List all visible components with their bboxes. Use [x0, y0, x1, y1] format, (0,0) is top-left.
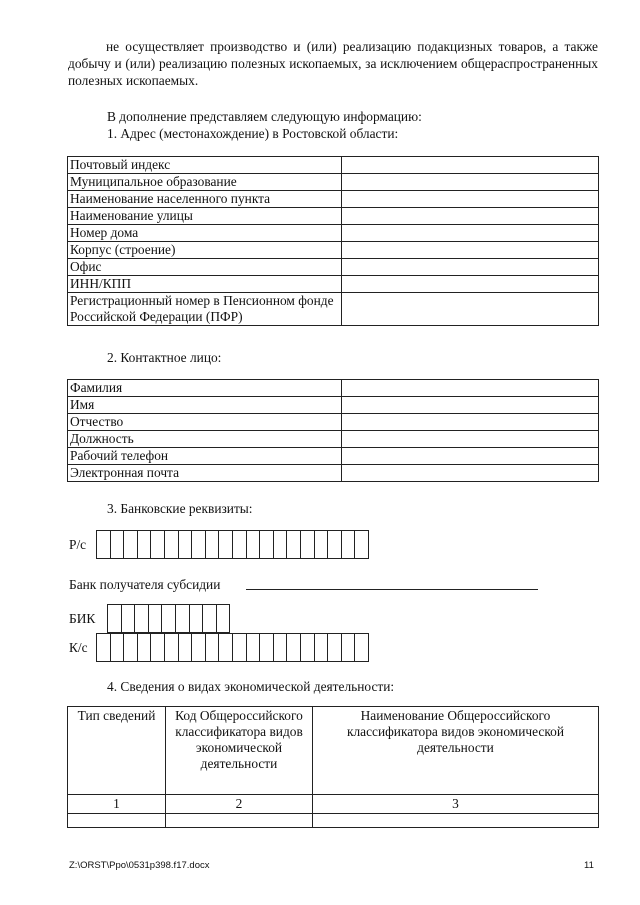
- bik-digit-box[interactable]: [107, 604, 122, 633]
- ks-digit-box[interactable]: [327, 633, 342, 662]
- contact-row: [68, 431, 599, 448]
- bik-digit-box[interactable]: [148, 604, 163, 633]
- address-row-label: Номер дома: [68, 225, 342, 242]
- bik-digit-box[interactable]: [121, 604, 136, 633]
- ks-digit-box[interactable]: [354, 633, 369, 662]
- okved-header-type: Тип сведений: [68, 707, 166, 795]
- rs-digit-box[interactable]: [300, 530, 315, 559]
- contact-row-label: Рабочий телефон: [68, 448, 342, 465]
- contact-row: [68, 414, 599, 431]
- bik-label: БИК: [69, 611, 96, 626]
- bik-digit-box[interactable]: [134, 604, 149, 633]
- okved-col-number-2: 2: [166, 795, 313, 814]
- ks-digit-box[interactable]: [110, 633, 125, 662]
- rs-digit-box[interactable]: [314, 530, 329, 559]
- contact-row-label: Фамилия: [68, 380, 342, 397]
- rs-digit-box[interactable]: [164, 530, 179, 559]
- rs-digit-box[interactable]: [341, 530, 356, 559]
- okved-col-number-1: 1: [68, 795, 166, 814]
- ks-digit-box[interactable]: [191, 633, 206, 662]
- address-row: [68, 276, 599, 293]
- address-row-label: Наименование улицы: [68, 208, 342, 225]
- ks-digit-box[interactable]: [286, 633, 301, 662]
- ks-digit-box[interactable]: [150, 633, 165, 662]
- ks-digit-box[interactable]: [314, 633, 329, 662]
- rs-digit-box[interactable]: [286, 530, 301, 559]
- ks-digit-box[interactable]: [205, 633, 220, 662]
- address-row: [68, 242, 599, 259]
- bik-digit-box[interactable]: [216, 604, 231, 633]
- intro-line-2: а также добычу и (или) реализацию полезных ископаемых, за исключением: [68, 39, 598, 71]
- okved-empty-cell[interactable]: [313, 814, 599, 828]
- bik-digit-box[interactable]: [175, 604, 190, 633]
- rs-digit-box[interactable]: [110, 530, 125, 559]
- ks-label: К/с: [69, 640, 88, 655]
- intro-line-1: не осуществляет производство и (или) реализацию подакцизных товаров,: [106, 39, 547, 54]
- rs-digit-box[interactable]: [246, 530, 261, 559]
- address-row-label: Наименование населенного пункта: [68, 191, 342, 208]
- address-row: [68, 174, 599, 191]
- ks-digit-box[interactable]: [218, 633, 233, 662]
- contact-row-label: Должность: [68, 431, 342, 448]
- contact-row-value[interactable]: [342, 431, 599, 448]
- rs-digit-box[interactable]: [232, 530, 247, 559]
- contact-row-value[interactable]: [342, 465, 599, 482]
- okved-empty-cell[interactable]: [166, 814, 313, 828]
- contact-table: [67, 379, 599, 482]
- contact-row: [68, 380, 599, 397]
- rs-digit-box[interactable]: [218, 530, 233, 559]
- address-row-value[interactable]: [342, 191, 599, 208]
- contact-row-label: Отчество: [68, 414, 342, 431]
- bik-digit-box[interactable]: [202, 604, 217, 633]
- ks-digit-box[interactable]: [273, 633, 288, 662]
- ks-digit-box[interactable]: [96, 633, 111, 662]
- section1-title: 1. Адрес (местонахождение) в Ростовской области:: [107, 126, 399, 141]
- okved-header-code: Код Общероссийского классификатора видов экономической деятельности: [166, 707, 313, 795]
- address-table: [67, 156, 599, 326]
- address-row-value[interactable]: [342, 242, 599, 259]
- address-row-value[interactable]: [342, 157, 599, 174]
- ks-digit-box[interactable]: [178, 633, 193, 662]
- bank-name-field[interactable]: [246, 589, 538, 590]
- ks-digit-box[interactable]: [232, 633, 247, 662]
- rs-digit-box[interactable]: [96, 530, 111, 559]
- address-row: [68, 157, 599, 174]
- intro-line-3: общераспространенных полезных ископаемых.: [68, 56, 598, 88]
- footer-page-number: 11: [584, 860, 594, 871]
- ks-digit-box[interactable]: [300, 633, 315, 662]
- rs-digit-box[interactable]: [123, 530, 138, 559]
- contact-row: [68, 448, 599, 465]
- address-row-label: Офис: [68, 259, 342, 276]
- address-row-label: ИНН/КПП: [68, 276, 342, 293]
- contact-row-label: Электронная почта: [68, 465, 342, 482]
- address-row-value[interactable]: [342, 276, 599, 293]
- okved-col-number-3: 3: [313, 795, 599, 814]
- address-row-value[interactable]: [342, 174, 599, 191]
- footer-file-path: Z:\ORST\Ppo\0531p398.f17.docx: [69, 860, 210, 871]
- rs-digit-box[interactable]: [354, 530, 369, 559]
- contact-row-value[interactable]: [342, 414, 599, 431]
- contact-row-value[interactable]: [342, 397, 599, 414]
- contact-row: [68, 397, 599, 414]
- okved-table: [67, 706, 599, 828]
- bik-digit-box[interactable]: [189, 604, 204, 633]
- rs-digit-box[interactable]: [137, 530, 152, 559]
- address-row: [68, 293, 599, 326]
- address-row: [68, 225, 599, 242]
- rs-digit-box[interactable]: [178, 530, 193, 559]
- rs-digit-box[interactable]: [273, 530, 288, 559]
- section4-title: 4. Сведения о видах экономической деятельности:: [107, 679, 395, 694]
- address-row: [68, 191, 599, 208]
- ks-digit-box[interactable]: [164, 633, 179, 662]
- address-row-value[interactable]: [342, 293, 599, 326]
- ks-digit-box[interactable]: [341, 633, 356, 662]
- address-row-label: Регистрационный номер в Пенсионном фонде Российской Федерации (ПФР): [68, 293, 342, 326]
- ks-digit-box[interactable]: [246, 633, 261, 662]
- rs-digit-box[interactable]: [327, 530, 342, 559]
- okved-header-name: Наименование Общероссийского классификатора видов экономической деятельности: [313, 707, 599, 795]
- rs-digit-box[interactable]: [150, 530, 165, 559]
- address-row-value[interactable]: [342, 208, 599, 225]
- rs-digit-box[interactable]: [205, 530, 220, 559]
- bank-label: Банк получателя субсидии: [69, 577, 221, 592]
- rs-label: Р/с: [69, 537, 87, 552]
- rs-digit-box[interactable]: [191, 530, 206, 559]
- okved-empty-cell[interactable]: [68, 814, 166, 828]
- bik-input-boxes[interactable]: [108, 604, 230, 633]
- ks-digit-box[interactable]: [123, 633, 138, 662]
- contact-row-value[interactable]: [342, 448, 599, 465]
- additional-info-text: В дополнение представляем следующую информацию:: [107, 109, 422, 124]
- ks-digit-box[interactable]: [137, 633, 152, 662]
- ks-digit-box[interactable]: [259, 633, 274, 662]
- contact-row: [68, 465, 599, 482]
- contact-row-value[interactable]: [342, 380, 599, 397]
- ks-input-boxes[interactable]: [97, 633, 369, 662]
- intro-paragraph: [68, 38, 598, 89]
- address-row-label: Почтовый индекс: [68, 157, 342, 174]
- bik-digit-box[interactable]: [161, 604, 176, 633]
- address-row-value[interactable]: [342, 225, 599, 242]
- address-row: [68, 208, 599, 225]
- contact-row-label: Имя: [68, 397, 342, 414]
- rs-digit-box[interactable]: [259, 530, 274, 559]
- address-row: [68, 259, 599, 276]
- address-row-value[interactable]: [342, 259, 599, 276]
- section2-title: 2. Контактное лицо:: [107, 350, 222, 365]
- section3-title: 3. Банковские реквизиты:: [107, 501, 253, 516]
- address-row-label: Муниципальное образование: [68, 174, 342, 191]
- address-row-label: Корпус (строение): [68, 242, 342, 259]
- rs-input-boxes[interactable]: [97, 530, 369, 559]
